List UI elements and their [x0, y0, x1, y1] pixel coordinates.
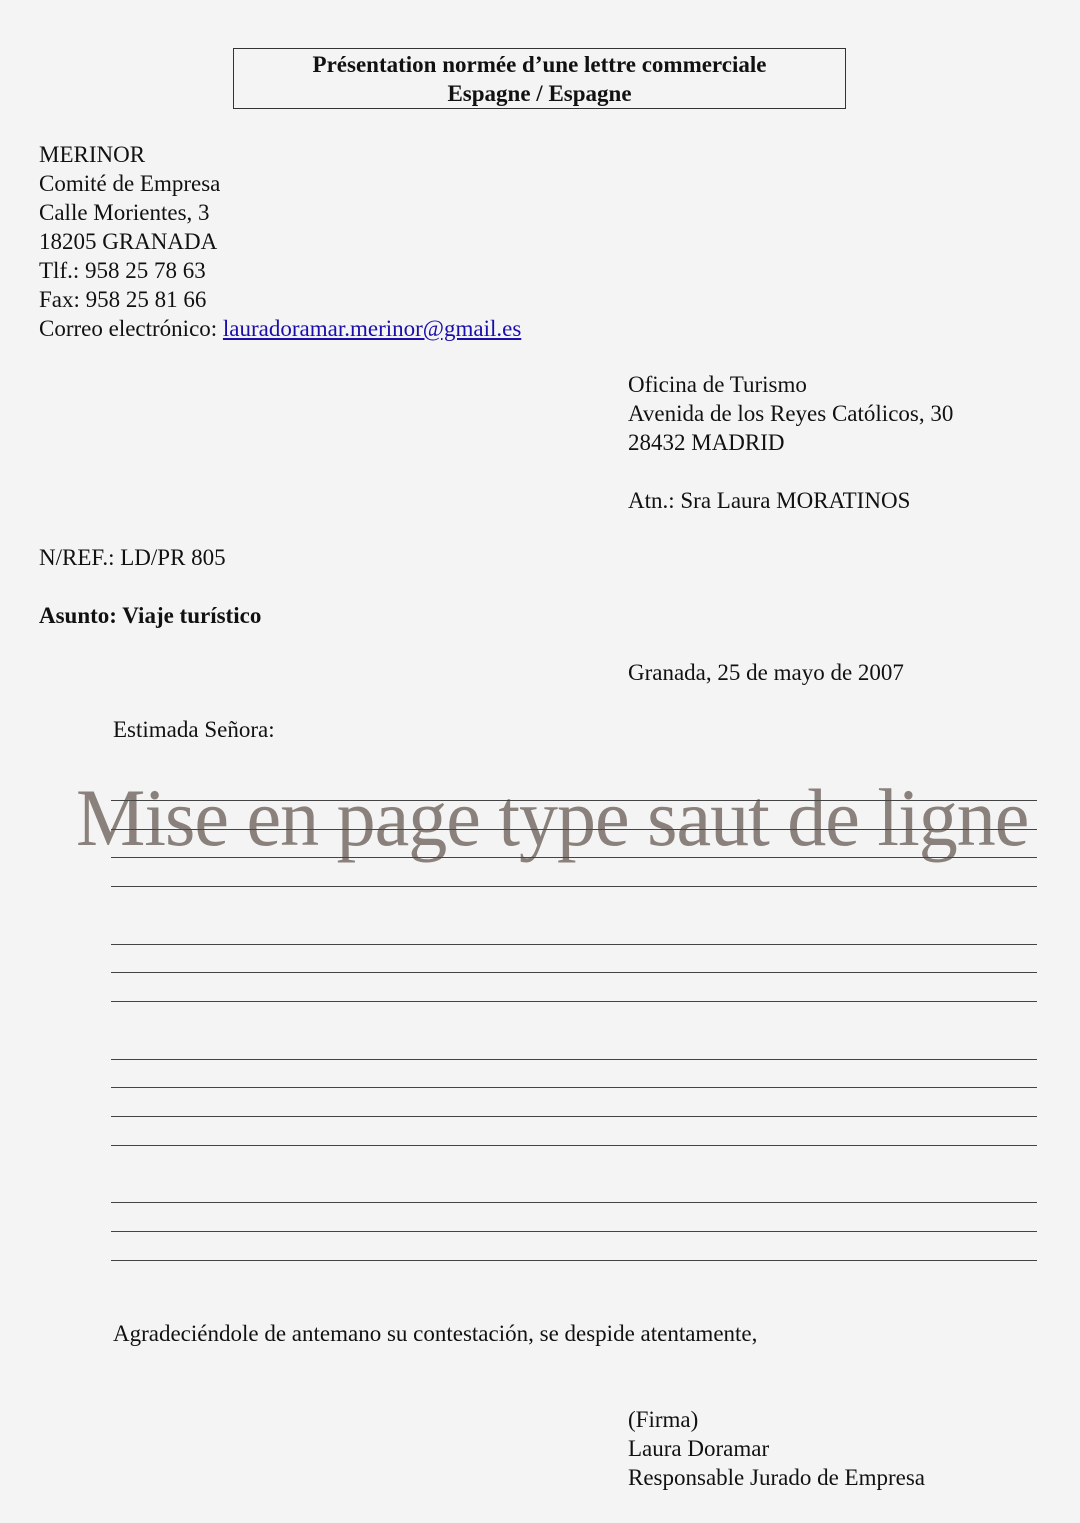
body-line [111, 800, 1037, 801]
recipient-block [628, 370, 953, 515]
sender-city: 18205 GRANADA [39, 229, 218, 254]
recipient-name: Oficina de Turismo [628, 372, 807, 397]
document-title: Présentation normée d’une lettre commerciale [312, 51, 767, 77]
document-title-box [233, 48, 846, 109]
body-line [111, 829, 1037, 830]
body-line [111, 886, 1037, 887]
sender-fax: Fax: 958 25 81 66 [39, 287, 207, 312]
letter-date: Granada, 25 de mayo de 2007 [628, 660, 904, 685]
document-subtitle: Espagne / Espagne [447, 80, 632, 106]
sender-email-row [39, 314, 521, 343]
sender-email-label: Correo electrónico: [39, 316, 223, 341]
recipient-attention: Atn.: Sra Laura MORATINOS [628, 488, 911, 513]
sender-street: Calle Morientes, 3 [39, 200, 210, 225]
body-line [111, 1087, 1037, 1088]
closing-sentence: Agradeciéndole de antemano su contestación, se despide atentamente, [113, 1321, 758, 1346]
recipient-city: 28432 MADRID [628, 430, 785, 455]
greeting: Estimada Señora: [113, 717, 275, 742]
body-line [111, 972, 1037, 973]
recipient-street: Avenida de los Reyes Católicos, 30 [628, 401, 954, 426]
reference: N/REF.: LD/PR 805 [39, 545, 226, 570]
signature-role: Responsable Jurado de Empresa [628, 1465, 926, 1490]
body-line [111, 1231, 1037, 1232]
body-line [111, 1059, 1037, 1060]
signature-label: (Firma) [628, 1407, 699, 1432]
layout-watermark: Mise en page type saut de ligne [76, 771, 1029, 863]
sender-company: MERINOR [39, 142, 146, 167]
subject: Asunto: Viaje turístico [39, 603, 262, 628]
sender-phone: Tlf.: 958 25 78 63 [39, 258, 206, 283]
signature-block [628, 1405, 925, 1492]
body-line [111, 1145, 1037, 1146]
sender-block [39, 140, 521, 343]
body-line [111, 1260, 1037, 1261]
signature-name: Laura Doramar [628, 1436, 770, 1461]
body-line [111, 1001, 1037, 1002]
body-line [111, 1202, 1037, 1203]
sender-email-link[interactable]: lauradoramar.merinor@gmail.es [222, 316, 522, 341]
body-line [111, 1116, 1037, 1117]
body-line [111, 857, 1037, 858]
body-line [111, 944, 1037, 945]
sender-department: Comité de Empresa [39, 171, 221, 196]
